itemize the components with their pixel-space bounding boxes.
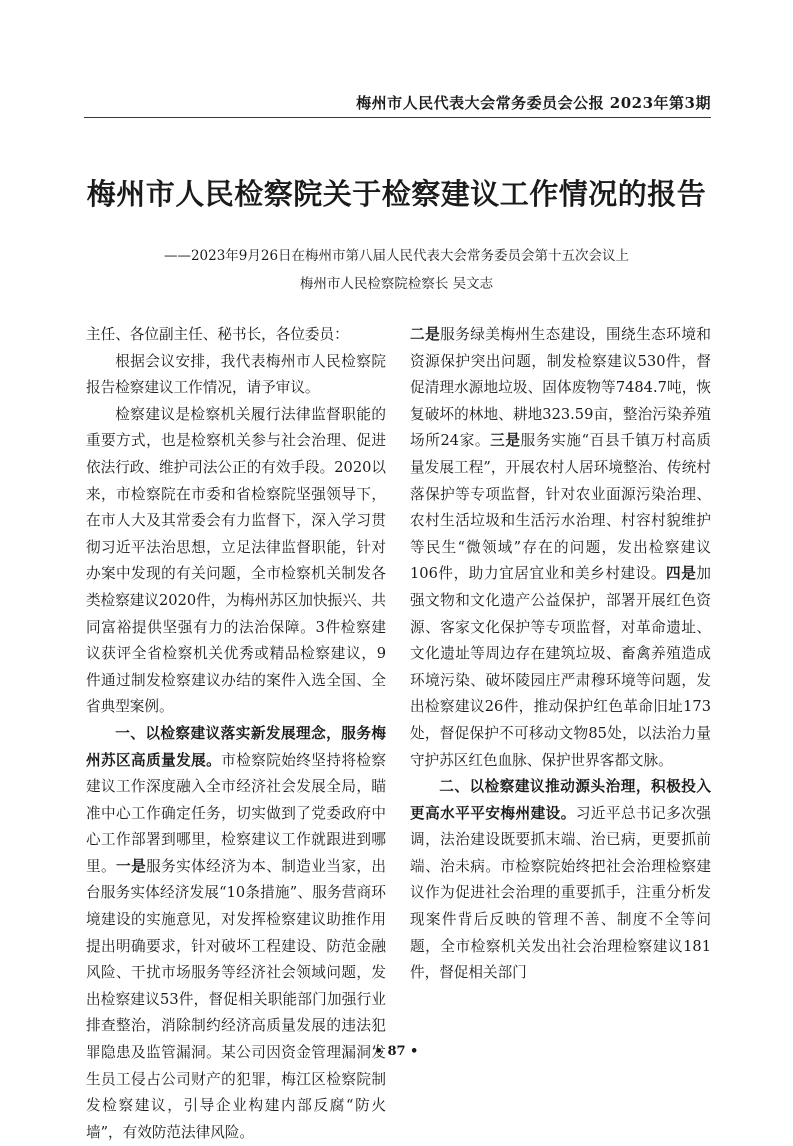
article-subtitle: ——2023年9月26日在梅州市第八届人民代表大会常务委员会第十五次会议上 xyxy=(163,248,630,264)
text-column-right xyxy=(410,322,711,987)
paragraph: 根据会议安排，我代表梅州市人民检察院报告检察建议工作情况，请予审议。 xyxy=(86,352,386,397)
paragraph: 检察建议是检察机关履行法律监督职能的重要方式，也是检察机关参与社会治理、促进依法行政、维护司法公正的有效手段。2020以来，市检察院在市委和省检察院坚强领导下，在市人大及其常委会有力监督下，深入学习贯彻习近平法治思想，立足法律监督职能，针对办案中发现的有关问题，全市检察机关制发各类检察建议2020件，为梅州苏区加快振兴、共同富裕提供坚强有力的法治保障。3件检察建议获评全省检察机关优秀或精品检察建议，9件通过制发检察建议办结的案件入选全国、全省典型案例。 xyxy=(86,405,386,716)
salutation: 主任、各位副主任、秘书长，各位委员： xyxy=(86,326,349,343)
article-title: 梅州市人民检察院关于检察建议工作情况的报告 xyxy=(86,177,707,211)
paragraph-text: 加强文物和文化遗产公益保护，部署开展红色资源、客家文化保护等专项监督，对革命遗址、文化遗址等周边存在建筑垃圾、畜禽养殖造成环境污染、破坏陵园庄严肃穆环境等问题，发出检察建议26件，推动保护红色革命旧址173处，督促保护不可移动文物85处，以法治力量守护苏区红色血脉、保护世界客都文脉。 xyxy=(410,565,711,769)
page-number: • 87 • xyxy=(374,1044,419,1059)
lead-phrase: 三是 xyxy=(490,432,521,450)
paragraph-text: 习近平总书记多次强调，法治建设既要抓末端、治已病，更要抓前端、治未病。市检察院始终把社会治理检察建议作为促进社会治理的重要抓手，注重分析发现案件背后反映的管理不善、制度不全等问题，全市检察机关发出社会治理检察建议181件，督促相关部门 xyxy=(410,804,711,982)
article-byline: 梅州市人民检察院检察长 吴文志 xyxy=(299,276,494,292)
paragraph-text: 服务绿美梅州生态建设，围绕生态环境和资源保护突出问题，制发检察建议530件，督促清理水源地垃圾、固体废物等7484.7吨，恢复破坏的林地、耕地323.59亩，整治污染养殖场所24家。 xyxy=(410,326,711,450)
paragraph-text: 服务实体经济为本、制造业当家，出台服务实体经济发展“10条措施”、服务营商环境建设的实施意见，对发挥检察建议助推作用提出明确要求，针对破坏工程建设、防范金融风险、干扰市场服务等经济社会领域问题，发出检察建议53件，督促相关职能部门加强行业排查整治，消除制约经济高质量发展的违法犯罪隐患及监管漏洞。某公司因资金管理漏洞发生员工侵占公司财产的犯罪，梅江区检察院制发检察建议，引导企业构建内部反腐“防火墙”，有效防范法律风险。 xyxy=(86,857,386,1141)
paragraph-text: 市检察院始终坚持将检察建议工作深度融入全市经济社会发展全局，瞄准中心工作确定任务，切实做到了党委政府中心工作部署到哪里，检察建议工作就跟进到哪里。 xyxy=(86,751,386,875)
running-header: 梅州市人民代表大会常务委员会公报 2023年第3期 xyxy=(356,94,711,112)
section-1-continuation xyxy=(410,322,711,774)
lead-phrase: 二是 xyxy=(410,326,441,343)
header-divider xyxy=(84,117,711,118)
section-heading: 一、以检察建议落实新发展理念，服务梅州苏区高质量发展。 xyxy=(86,724,386,769)
lead-phrase: 四是 xyxy=(666,565,697,583)
lead-phrase: 一是 xyxy=(116,857,147,875)
text-column-left xyxy=(86,322,386,1146)
paragraph-text: 服务实施“百县千镇万村高质量发展工程”，开展农村人居环境整治、传统村落保护等专项监督，针对农业面源污染治理、农村生活垃圾和生活污水治理、村容村貌维护等民生“微领域”存在的问题，发出检察建议106件，助力宜居宜业和美乡村建设。 xyxy=(410,432,711,583)
section-heading: 二、以检察建议推动源头治理，积极投入更高水平平安梅州建设。 xyxy=(410,778,711,822)
section-2-paragraph xyxy=(410,774,711,987)
section-1-paragraph xyxy=(86,721,386,1146)
